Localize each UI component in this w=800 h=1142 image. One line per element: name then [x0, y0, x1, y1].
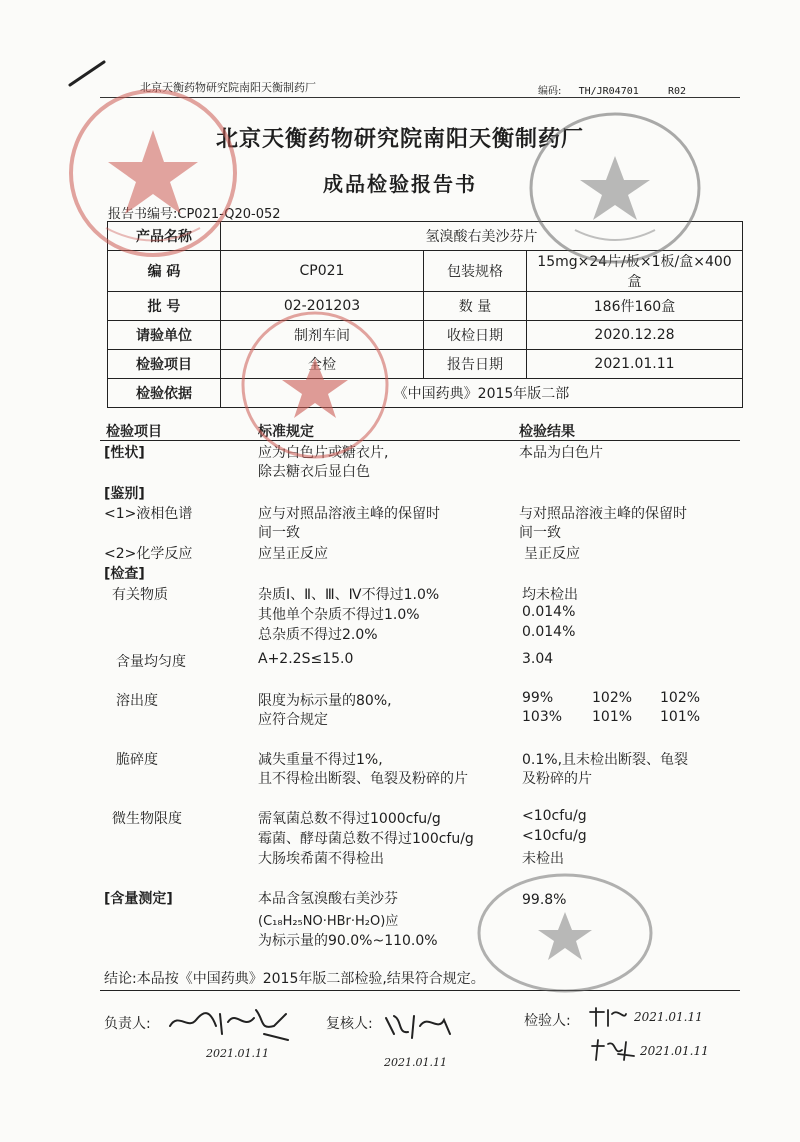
applicant-label: 请验单位: [108, 321, 221, 350]
hplc-std-1: 应与对照品溶液主峰的保留时: [258, 506, 440, 522]
microbial-std-2: 霉菌、酵母菌总数不得过100cfu/g: [258, 831, 474, 847]
related-res-2: 0.014%: [522, 604, 576, 620]
header-code: [538, 82, 686, 97]
uniformity-std: A+2.2S≤15.0: [258, 651, 354, 667]
friability-res-2: 及粉碎的片: [522, 771, 592, 787]
col-item: 检验项目: [106, 424, 162, 440]
microbial-std-1: 需氧菌总数不得过1000cfu/g: [258, 811, 441, 827]
qty-label: 数 量: [424, 292, 527, 321]
friability-std-2: 且不得检出断裂、龟裂及粉碎的片: [258, 771, 468, 787]
character-std-2: 除去糖衣后显白色: [258, 464, 370, 480]
uniformity-res: 3.04: [522, 651, 554, 667]
dissolution-r2-1: 103%: [522, 709, 563, 725]
microbial-std-3: 大肠埃希菌不得检出: [258, 851, 384, 867]
dissolution-r1-3: 102%: [660, 690, 701, 706]
header-org: 北京天衡药物研究院南阳天衡制药厂: [140, 81, 316, 94]
related-std-2: 其他单个杂质不得过1.0%: [258, 607, 420, 623]
stamp-top-right-icon: [520, 100, 710, 270]
section-character: [性状]: [104, 445, 145, 461]
table-row: [108, 292, 743, 321]
second-inspector-signature: [588, 1036, 638, 1068]
hplc-std-2: 间一致: [258, 525, 300, 541]
basis-value: 《中国药典》2015年版二部: [221, 379, 743, 408]
handwritten-signature-icon: [164, 1000, 294, 1042]
report-date-value: 2021.01.11: [527, 350, 743, 379]
table-row: [108, 321, 743, 350]
related-std-3: 总杂质不得过2.0%: [258, 627, 378, 643]
stamp-bottom-icon: [470, 868, 660, 998]
dissolution-r1-2: 102%: [592, 690, 633, 706]
dissolution-r2-3: 101%: [660, 709, 701, 725]
friability-label: 脆碎度: [116, 752, 158, 768]
code-value: CP021: [221, 251, 424, 292]
hplc-res-2: 间一致: [519, 525, 561, 541]
microbial-res-3: 未检出: [522, 851, 564, 867]
microbial-res-2: <10cfu/g: [522, 828, 587, 844]
dissolution-r1-1: 99%: [522, 690, 554, 706]
related-std-1: 杂质Ⅰ、Ⅱ、Ⅲ、Ⅳ不得过1.0%: [258, 587, 440, 603]
assay-res: 99.8%: [522, 892, 567, 908]
pack-value: 15mg×24片/板×1板/盒×400盒: [527, 251, 743, 292]
applicant-value: 制剂车间: [221, 321, 424, 350]
report-date-label: 报告日期: [424, 350, 527, 379]
product-name: 氢溴酸右美沙芬片: [221, 222, 743, 251]
received-label: 收检日期: [424, 321, 527, 350]
responsible-signature: [164, 1000, 294, 1046]
received-value: 2020.12.28: [527, 321, 743, 350]
header-code-label: 编码:: [538, 86, 562, 97]
section-assay: [含量测定]: [104, 891, 173, 907]
chem-std: 应呈正反应: [258, 546, 328, 562]
handwritten-signature-icon: [586, 1004, 630, 1030]
friability-std-1: 减失重量不得过1%,: [258, 752, 383, 768]
section-check: [检查]: [104, 566, 145, 582]
basis-label: 检验依据: [108, 379, 221, 408]
assay-std-3: 为标示量的90.0%~110.0%: [258, 933, 438, 949]
section-identification: [鉴别]: [104, 486, 145, 502]
related-label: 有关物质: [112, 587, 168, 603]
item-value: 全检: [221, 350, 424, 379]
inspector-label: 检验人:: [524, 1013, 571, 1029]
conclusion: 结论:本品按《中国药典》2015年版二部检验,结果符合规定。: [104, 971, 485, 987]
character-result: 本品为白色片: [519, 445, 603, 461]
microbial-res-1: <10cfu/g: [522, 808, 587, 824]
handwritten-signature-icon: [588, 1036, 638, 1064]
col-result: 检验结果: [519, 424, 575, 440]
assay-std-1: 本品含氢溴酸右美沙芬: [258, 891, 398, 907]
pack-label: 包装规格: [424, 251, 527, 292]
code-label: 编 码: [108, 251, 221, 292]
report-number: 报告书编号:CP021-Q20-052: [108, 207, 281, 222]
header-code-value: TH/JR04701: [578, 86, 639, 97]
table-row: [108, 379, 743, 408]
dissolution-r2-2: 101%: [592, 709, 633, 725]
dissolution-label: 溶出度: [116, 693, 158, 709]
chem-res: 呈正反应: [524, 546, 580, 562]
assay-std-2: (C₁₈H₂₅NO·HBr·H₂O)应: [258, 914, 399, 929]
chem-label: <2>化学反应: [104, 546, 193, 562]
uniformity-label: 含量均匀度: [116, 654, 186, 670]
product-name-label: 产品名称: [108, 222, 221, 251]
inspector-date: 2021.01.11: [634, 1010, 703, 1024]
item-label: 检验项目: [108, 350, 221, 379]
hplc-res-1: 与对照品溶液主峰的保留时: [519, 506, 687, 522]
responsible-label: 负责人:: [104, 1016, 151, 1032]
reviewer-signature: [380, 1004, 460, 1048]
dissolution-std-2: 应符合规定: [258, 712, 328, 728]
qty-value: 186件160盒: [527, 292, 743, 321]
dissolution-std-1: 限度为标示量的80%,: [258, 693, 392, 709]
reviewer-label: 复核人:: [326, 1016, 373, 1032]
stamp-middle-icon: [230, 300, 400, 470]
hplc-label: <1>液相色谱: [104, 506, 193, 522]
character-std-1: 应为白色片或糖衣片,: [258, 445, 389, 461]
table-row: [108, 350, 743, 379]
page-subtitle: 成品检验报告书: [323, 172, 477, 196]
microbial-label: 微生物限度: [112, 811, 182, 827]
page-title: 北京天衡药物研究院南阳天衡制药厂: [215, 127, 584, 152]
friability-res-1: 0.1%,且未检出断裂、龟裂: [522, 752, 689, 768]
batch-label: 批 号: [108, 292, 221, 321]
reviewer-date: 2021.01.11: [384, 1056, 447, 1069]
related-res-3: 0.014%: [522, 624, 576, 640]
header-revision: R02: [667, 86, 687, 97]
col-standard: 标准规定: [258, 424, 314, 440]
responsible-date: 2021.01.11: [206, 1047, 269, 1060]
related-res-1: 均未检出: [522, 587, 578, 603]
column-rule: [100, 440, 740, 441]
batch-value: 02-201203: [221, 292, 424, 321]
second-inspector-date: 2021.01.11: [640, 1044, 709, 1058]
stamp-top-left-icon: [58, 78, 248, 268]
inspector-signature: [586, 1004, 630, 1034]
handwritten-signature-icon: [380, 1004, 460, 1044]
